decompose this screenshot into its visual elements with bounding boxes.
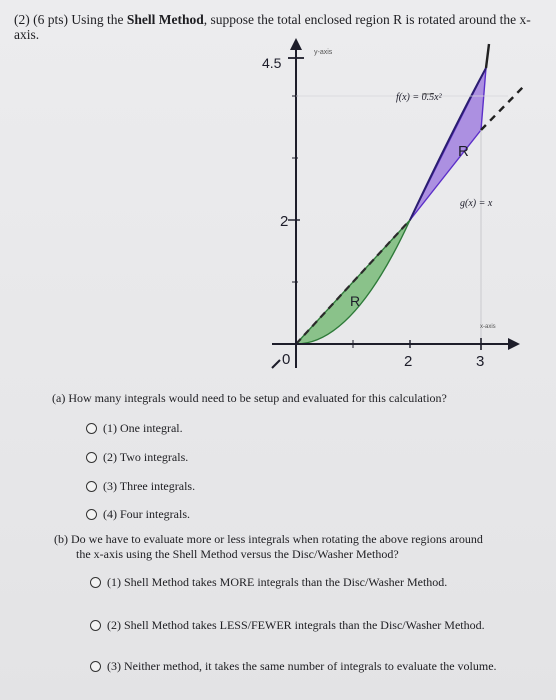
g-line-dashed-ext: [481, 86, 524, 130]
radio-button[interactable]: [86, 423, 97, 434]
radio-button[interactable]: [86, 509, 97, 520]
part-b-option-3[interactable]: [90, 659, 497, 674]
part-b-prompt: [54, 532, 534, 562]
part-b-option-2[interactable]: [90, 618, 485, 633]
neg-y-stub: [272, 360, 280, 368]
part-a-option-1[interactable]: [86, 421, 183, 436]
g-label: g(x) = x: [460, 198, 493, 209]
option-label: (2) Shell Method takes LESS/FEWER integrals than the Disc/Washer Method.: [107, 618, 485, 632]
radio-button[interactable]: [90, 661, 101, 672]
f-label: f(x) = 0.5x²: [396, 92, 442, 103]
part-a-option-2[interactable]: [86, 450, 188, 465]
part-b-option-1[interactable]: [90, 575, 447, 590]
part-a-prompt: (a) How many integrals would need to be setup and evaluated for this calculation?: [52, 391, 447, 405]
y-tick-label-2: 2: [280, 213, 289, 230]
part-a-option-3[interactable]: [86, 479, 195, 494]
region-lower-label: R: [350, 293, 361, 309]
part-a-option-4[interactable]: [86, 507, 190, 522]
question-intro: Using the: [71, 12, 124, 27]
question-method: Shell Method: [126, 12, 204, 27]
question-number: (2): [14, 12, 30, 27]
f-curve-ext: [486, 44, 489, 68]
y-tick-label-4.5: 4.5: [262, 55, 282, 71]
option-label: (3) Neither method, it takes the same number of integrals to evaluate the volume.: [107, 659, 497, 673]
option-label: (4) Four integrals.: [103, 507, 190, 521]
region-graph: [258, 38, 528, 390]
part-b-prompt-line2: the x-axis using the Shell Method versus the Disc/Washer Method?: [76, 547, 399, 561]
graph-svg: [258, 38, 528, 390]
radio-button[interactable]: [86, 481, 97, 492]
y-axis-arrow: [290, 38, 302, 50]
option-label: (2) Two integrals.: [103, 450, 189, 464]
origin-label: 0: [282, 351, 291, 368]
radio-button[interactable]: [90, 620, 101, 631]
option-label: (1) Shell Method takes MORE integrals than the Disc/Washer Method.: [107, 575, 448, 589]
option-label: (1) One integral.: [103, 421, 183, 435]
radio-button[interactable]: [90, 577, 101, 588]
x-tick-label-2: 2: [404, 353, 413, 370]
part-b-prompt-line1: (b) Do we have to evaluate more or less integrals when rotating the above regions around: [54, 532, 483, 546]
x-tick-label-3: 3: [476, 353, 485, 370]
question-points: (6 pts): [33, 12, 68, 27]
option-label: (3) Three integrals.: [103, 479, 196, 493]
region-upper-label: R: [458, 143, 469, 160]
question-axis: x-axis.: [14, 12, 531, 42]
question-text: , suppose the total enclosed region R is rotated around the: [203, 12, 517, 27]
x-axis-arrow: [508, 338, 520, 350]
radio-button[interactable]: [86, 452, 97, 463]
g-line-dashed: [296, 220, 410, 344]
x-axis-title: x-axis: [480, 324, 496, 330]
y-axis-title: y-axis: [314, 49, 333, 56]
